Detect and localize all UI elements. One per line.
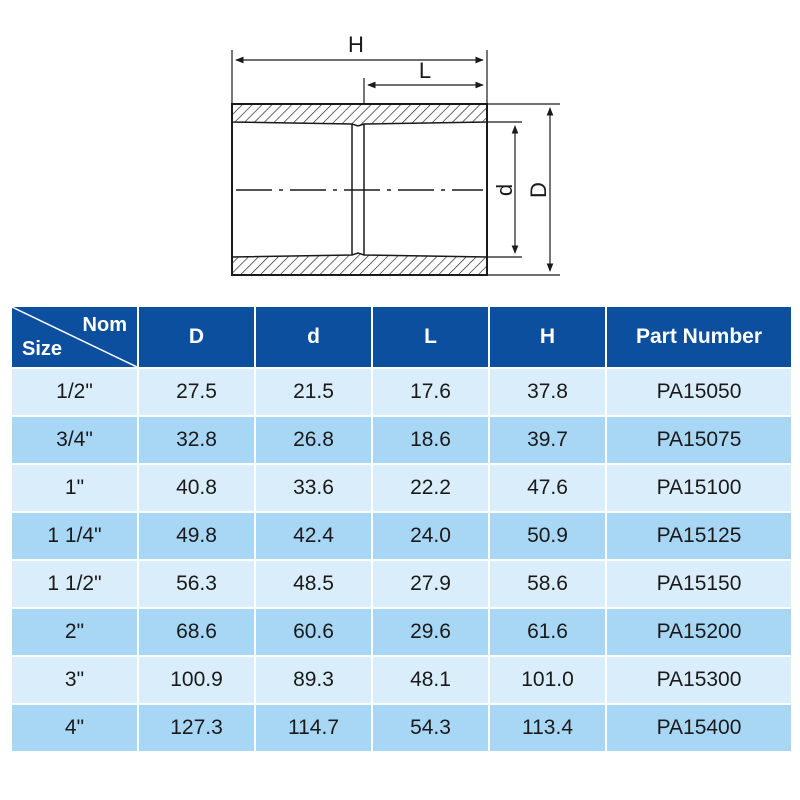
L-cell: 54.3 (372, 704, 489, 752)
D-cell: 127.3 (138, 704, 255, 752)
part-number-cell: PA15200 (606, 608, 792, 656)
dimension-label-d: d (492, 183, 517, 197)
corner-label-nom: Nom (82, 314, 127, 336)
size-cell: 3" (11, 656, 138, 704)
D-cell: 100.9 (138, 656, 255, 704)
coupling-section (232, 104, 487, 275)
part-number-cell: PA15075 (606, 416, 792, 464)
H-cell: 39.7 (489, 416, 606, 464)
bottom-wall-hatch (232, 253, 487, 275)
H-cell: 61.6 (489, 608, 606, 656)
D-cell: 27.5 (138, 368, 255, 416)
H-cell: 50.9 (489, 512, 606, 560)
D-cell: 40.8 (138, 464, 255, 512)
dimension-table (10, 305, 793, 753)
d-cell: 114.7 (255, 704, 372, 752)
part-number-cell: PA15400 (606, 704, 792, 752)
H-cell: 113.4 (489, 704, 606, 752)
part-number-cell: PA15125 (606, 512, 792, 560)
d-cell: 89.3 (255, 656, 372, 704)
H-cell: 47.6 (489, 464, 606, 512)
table-row (11, 512, 792, 560)
top-wall-hatch (232, 104, 487, 126)
part-number-cell: PA15050 (606, 368, 792, 416)
table-row (11, 368, 792, 416)
d-cell: 48.5 (255, 560, 372, 608)
size-cell: 1" (11, 464, 138, 512)
table-row (11, 656, 792, 704)
part-number-cell: PA15100 (606, 464, 792, 512)
L-cell: 18.6 (372, 416, 489, 464)
size-cell: 1 1/2" (11, 560, 138, 608)
H-cell: 58.6 (489, 560, 606, 608)
column-header-L: L (372, 306, 489, 368)
dimension-label-D: D (526, 182, 551, 198)
d-cell: 42.4 (255, 512, 372, 560)
column-header-H: H (489, 306, 606, 368)
part-number-cell: PA15300 (606, 656, 792, 704)
D-cell: 68.6 (138, 608, 255, 656)
extension-lines (232, 50, 560, 275)
L-cell: 27.9 (372, 560, 489, 608)
d-cell: 21.5 (255, 368, 372, 416)
H-cell: 101.0 (489, 656, 606, 704)
column-header-D: D (138, 306, 255, 368)
table-row (11, 560, 792, 608)
d-cell: 60.6 (255, 608, 372, 656)
L-cell: 29.6 (372, 608, 489, 656)
table-row (11, 416, 792, 464)
column-header-d: d (255, 306, 372, 368)
L-cell: 48.1 (372, 656, 489, 704)
size-cell: 2" (11, 608, 138, 656)
d-cell: 26.8 (255, 416, 372, 464)
L-cell: 24.0 (372, 512, 489, 560)
L-cell: 22.2 (372, 464, 489, 512)
H-cell: 37.8 (489, 368, 606, 416)
corner-header-cell (11, 306, 138, 368)
D-cell: 32.8 (138, 416, 255, 464)
size-cell: 1 1/4" (11, 512, 138, 560)
table-header-row (11, 306, 792, 368)
d-cell: 33.6 (255, 464, 372, 512)
part-number-cell: PA15150 (606, 560, 792, 608)
dimension-label-H: H (348, 32, 364, 57)
size-cell: 3/4" (11, 416, 138, 464)
table-row (11, 704, 792, 752)
table-row (11, 608, 792, 656)
size-cell: 1/2" (11, 368, 138, 416)
column-header-part-number: Part Number (606, 306, 792, 368)
corner-label-size: Size (22, 338, 63, 360)
size-cell: 4" (11, 704, 138, 752)
D-cell: 49.8 (138, 512, 255, 560)
table-row (11, 464, 792, 512)
coupling-technical-drawing (0, 0, 800, 300)
D-cell: 56.3 (138, 560, 255, 608)
L-cell: 17.6 (372, 368, 489, 416)
dimension-label-L: L (418, 58, 432, 83)
